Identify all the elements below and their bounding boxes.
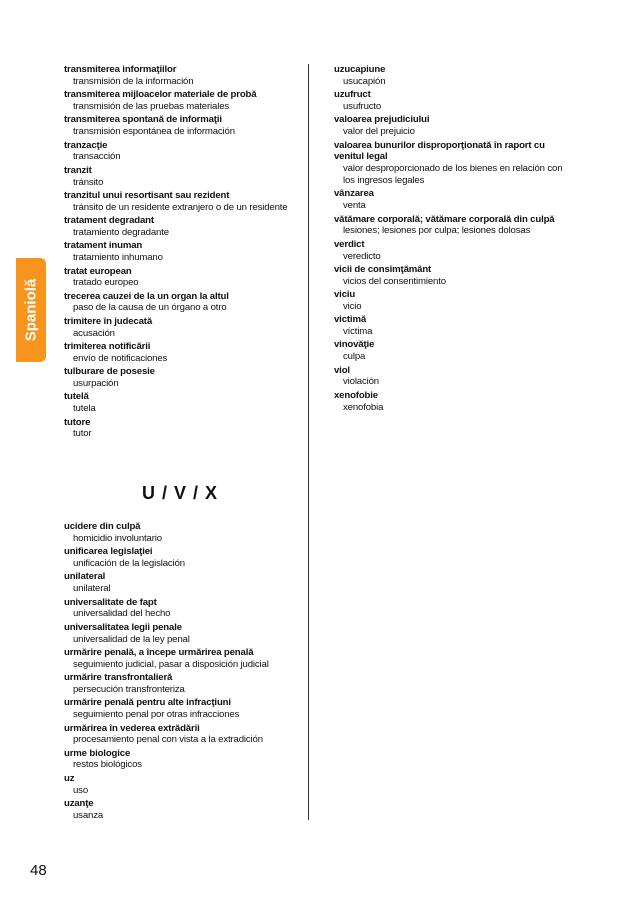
glossary-term: tranzacţie: [64, 139, 108, 151]
glossary-translation: tratamiento degradante: [73, 226, 169, 238]
glossary-term: trecerea cauzei de la un organ la altul: [64, 290, 229, 302]
glossary-term: urmărire penală pentru alte infracţiuni: [64, 697, 231, 709]
glossary-translation: culpa: [343, 351, 366, 363]
glossary-entry: [334, 314, 566, 338]
glossary-term: uzufruct: [334, 89, 371, 101]
glossary-translation: universalidad del hecho: [73, 608, 171, 620]
glossary-entry: [64, 215, 296, 239]
glossary-entry: [64, 622, 296, 646]
glossary-term: urme biologice: [64, 747, 131, 759]
glossary-term: trimiterea notificării: [64, 341, 151, 353]
glossary-term: transmiterea mijloacelor materiale de probă: [64, 89, 257, 101]
glossary-translation: seguimiento penal por otras infracciones: [73, 709, 240, 721]
glossary-entry: [334, 365, 566, 389]
glossary-translation: uso: [73, 784, 89, 796]
glossary-translation: unilateral: [73, 583, 111, 595]
column-divider: [308, 64, 309, 820]
glossary-translation: persecución transfronteriza: [73, 683, 185, 695]
glossary-term: uzanţe: [64, 798, 94, 810]
glossary-translation: vicios del consentimiento: [343, 275, 446, 287]
glossary-translation: acusación: [73, 327, 115, 339]
glossary-translation: seguimiento judicial, pasar a disposición judicial: [73, 658, 269, 670]
glossary-term: transmiterea spontană de informaţii: [64, 114, 222, 126]
glossary-term: viciu: [334, 289, 356, 301]
glossary-term: trimitere în judecată: [64, 315, 153, 327]
glossary-term: ucidere din culpă: [64, 521, 141, 532]
glossary-entry: [334, 188, 566, 212]
glossary-term: victimă: [334, 314, 367, 326]
glossary-term: uzucapiune: [334, 64, 386, 75]
glossary-term: tratat european: [64, 265, 132, 277]
glossary-term: uz: [64, 772, 75, 784]
glossary-term: viol: [334, 364, 350, 376]
glossary-entry: [64, 190, 296, 214]
glossary-entry: [64, 798, 296, 822]
glossary-translation: tutela: [73, 403, 96, 415]
glossary-entry: [64, 366, 296, 390]
glossary-column-right: [334, 64, 566, 415]
glossary-term: unilateral: [64, 571, 106, 583]
glossary-term: tutore: [64, 416, 91, 428]
section-heading: U / V / X: [141, 483, 219, 503]
glossary-term: tranzitul unui resortisant sau rezident: [64, 189, 230, 201]
glossary-entry: [64, 89, 296, 113]
glossary-entry: [64, 341, 296, 365]
glossary-translation: venta: [343, 200, 366, 212]
glossary-entry: [64, 266, 296, 290]
glossary-entry: [334, 289, 566, 313]
glossary-column-left-bottom: [64, 521, 296, 823]
glossary-entry: [64, 697, 296, 721]
glossary-term: verdict: [334, 238, 365, 250]
glossary-entry: [64, 64, 296, 88]
glossary-entry: [334, 214, 566, 238]
language-side-tab: [16, 258, 46, 362]
glossary-entry: [64, 114, 296, 138]
glossary-translation: valor del prejuicio: [343, 126, 415, 138]
glossary-entry: [64, 521, 296, 545]
glossary-entry: [334, 339, 566, 363]
glossary-term: tratament inuman: [64, 240, 143, 252]
page-number: 48: [30, 862, 47, 879]
glossary-term: tratament degradant: [64, 215, 154, 227]
glossary-term: tutelă: [64, 391, 89, 403]
glossary-translation: transmisión espontánea de información: [73, 126, 235, 138]
glossary-entry: [64, 647, 296, 671]
glossary-entry: [64, 748, 296, 772]
glossary-entry: [64, 773, 296, 797]
glossary-entry: [64, 546, 296, 570]
glossary-translation: lesiones; lesiones por culpa; lesiones dolosas: [343, 225, 531, 237]
glossary-entry: [64, 140, 296, 164]
glossary-term: universalitatea legii penale: [64, 621, 182, 633]
glossary-term: vânzarea: [334, 188, 374, 200]
glossary-translation: transacción: [73, 151, 121, 163]
glossary-translation: envío de notificaciones: [73, 352, 168, 364]
glossary-entry: [64, 240, 296, 264]
glossary-translation: usucapión: [343, 75, 386, 87]
glossary-translation: paso de la causa de un órgano a otro: [73, 302, 227, 314]
glossary-entry: [334, 239, 566, 263]
glossary-translation: unificación de la legislación: [73, 557, 185, 569]
glossary-term: valoarea bunurilor disproporţionată în raport cu venitul legal: [334, 139, 545, 163]
glossary-entry: [334, 140, 566, 187]
glossary-translation: tratado europeo: [73, 277, 139, 289]
glossary-term: tranzit: [64, 164, 92, 176]
glossary-translation: homicidio involuntario: [73, 532, 162, 544]
glossary-term: vinovăţie: [334, 339, 375, 351]
glossary-translation: vicio: [343, 300, 362, 312]
glossary-translation: víctima: [343, 326, 373, 338]
glossary-term: transmiterea informaţiilor: [64, 64, 177, 75]
glossary-translation: usufructo: [343, 100, 382, 112]
glossary-translation: tránsito de un residente extranjero o de un residente: [73, 201, 288, 213]
glossary-entry: [64, 391, 296, 415]
glossary-column-left-top: [64, 64, 296, 442]
glossary-translation: usanza: [73, 809, 104, 821]
glossary-entry: [334, 114, 566, 138]
glossary-translation: tutor: [73, 428, 92, 440]
glossary-entry: [64, 291, 296, 315]
glossary-entry: [334, 390, 566, 414]
glossary-term: urmărire penală, a începe urmărirea penală: [64, 646, 254, 658]
glossary-entry: [334, 64, 566, 88]
glossary-entry: [334, 264, 566, 288]
glossary-entry: [64, 597, 296, 621]
glossary-translation: procesamiento penal con vista a la extradición: [73, 734, 263, 746]
glossary-translation: transmisión de la información: [73, 75, 194, 87]
glossary-translation: universalidad de la ley penal: [73, 633, 190, 645]
glossary-term: urmărire transfrontalieră: [64, 672, 173, 684]
glossary-entry: [64, 672, 296, 696]
glossary-term: vătămare corporală; vătămare corporală din culpă: [334, 213, 555, 225]
glossary-term: vicii de consimţământ: [334, 263, 432, 275]
glossary-term: tulburare de posesie: [64, 366, 155, 378]
glossary-term: xenofobie: [334, 389, 378, 401]
glossary-translation: tránsito: [73, 176, 104, 188]
glossary-entry: [64, 417, 296, 441]
glossary-translation: tratamiento inhumano: [73, 252, 163, 264]
glossary-translation: usurpación: [73, 378, 119, 390]
glossary-translation: valor desproporcionado de los bienes en relación con los ingresos legales: [343, 163, 563, 186]
glossary-entry: [334, 89, 566, 113]
glossary-term: universalitate de fapt: [64, 596, 157, 608]
glossary-translation: restos biológicos: [73, 759, 142, 771]
glossary-translation: transmisión de las pruebas materiales: [73, 100, 230, 112]
glossary-entry: [64, 316, 296, 340]
glossary-entry: [64, 571, 296, 595]
glossary-entry: [64, 165, 296, 189]
glossary-term: urmărirea în vederea extrădării: [64, 722, 200, 734]
glossary-translation: violación: [343, 376, 379, 388]
glossary-term: unificarea legislaţiei: [64, 546, 153, 558]
glossary-term: valoarea prejudiciului: [334, 114, 430, 126]
glossary-translation: veredicto: [343, 250, 381, 262]
language-side-tab-label: Spaniolă: [22, 278, 40, 342]
glossary-entry: [64, 723, 296, 747]
glossary-translation: xenofobia: [343, 401, 384, 413]
